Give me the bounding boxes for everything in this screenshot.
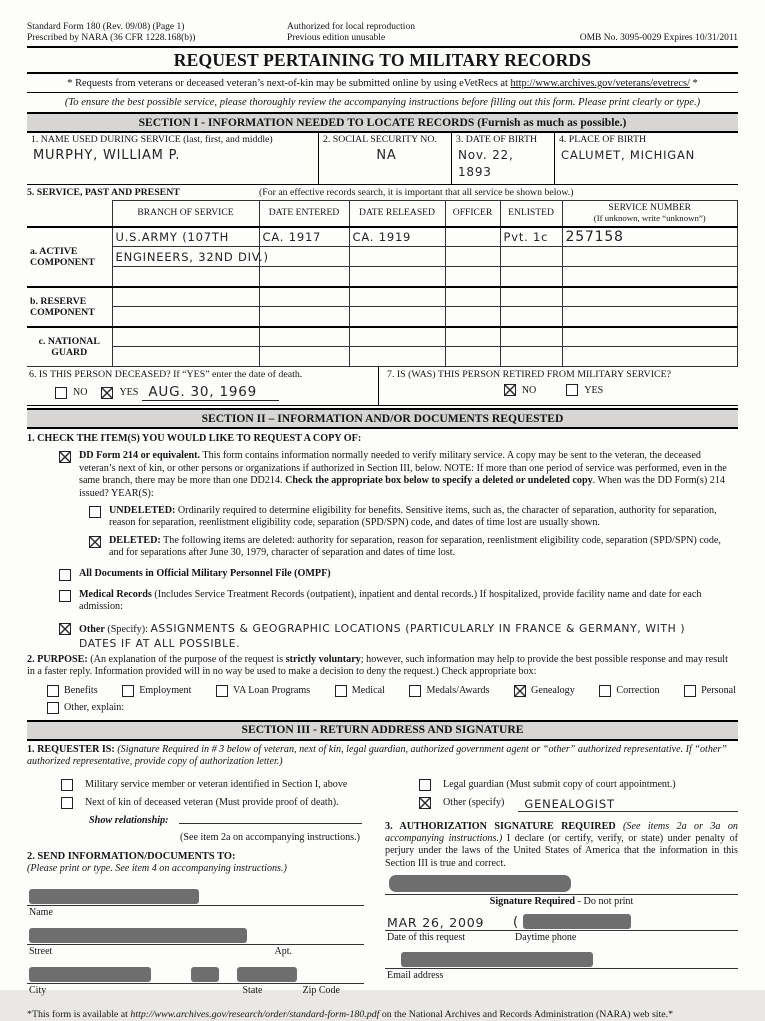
other-option: [27, 622, 738, 649]
table-cell[interactable]: [259, 267, 349, 287]
table-cell[interactable]: [259, 307, 349, 327]
form-title: REQUEST PERTAINING TO MILITARY RECORDS: [173, 50, 592, 70]
other-explain-option[interactable]: [47, 702, 738, 714]
table-cell[interactable]: [259, 227, 349, 247]
col-header-date-released: DATE RELEASED: [349, 200, 445, 227]
table-cell[interactable]: [445, 267, 500, 287]
table-cell[interactable]: [562, 307, 738, 327]
requester-military-checkbox[interactable]: [61, 779, 73, 791]
signature-label: [385, 895, 738, 907]
dob-field[interactable]: [452, 133, 555, 184]
table-row: [27, 307, 738, 327]
table-cell[interactable]: [112, 227, 259, 247]
medals-checkbox[interactable]: [409, 685, 421, 697]
benefits-checkbox[interactable]: [47, 685, 59, 697]
show-relationship-row: [89, 815, 364, 826]
ssn-field-label: 2. SOCIAL SECURITY NO.: [323, 134, 437, 145]
footer-text-end: on the National Archives and Records Administration (NARA) web site.*: [379, 1009, 674, 1021]
section2-header-bar: SECTION II – INFORMATION AND/OR DOCUMENTS REQUESTED: [27, 408, 738, 429]
daytime-phone-label: Daytime phone: [515, 932, 577, 944]
ssn-field-value[interactable]: NA: [376, 147, 397, 163]
dob-field-value[interactable]: Nov. 22, 1893: [458, 147, 514, 179]
table-cell[interactable]: [112, 287, 259, 307]
dd214-option: [27, 450, 738, 500]
pob-field[interactable]: [555, 133, 738, 184]
undeleted-text: Ordinarily required to determine eligibility for benefits. Sensitive items, such as, the character of separation, authority for separation, reason for separation, reenlistment eligibility code, separation (SPD/SPN) code, and dates of time lost are usually shown.: [109, 505, 717, 529]
authorization-label: 3. AUTHORIZATION SIGNATURE REQUIRED: [385, 820, 616, 832]
requester-military-option[interactable]: [27, 779, 364, 792]
send-to-label: 2. SEND INFORMATION/DOCUMENTS TO:: [27, 851, 236, 863]
undeleted-option: [27, 505, 738, 530]
street-label: Street: [29, 946, 53, 958]
table-cell[interactable]: [349, 347, 445, 367]
evetrecs-text: * Requests from veterans or deceased veteran’s next-of-kin may be submitted online by using eVetRecs at: [67, 78, 511, 89]
purpose-text-end: ; however, such information may help to provide the best possible response and may result in a faster reply. Information provided will in no way be used to make a decision to deny the request.) Check appropriate box:: [27, 653, 728, 678]
section3-header-bar: SECTION III - RETURN ADDRESS AND SIGNATURE: [27, 720, 738, 741]
service-heading-row: [27, 185, 738, 200]
undeleted-label: UNDELETED:: [109, 505, 176, 517]
city-label: City: [29, 985, 47, 997]
retired-yes-checkbox[interactable]: [566, 384, 578, 396]
deleted-checkbox[interactable]: [89, 536, 101, 548]
name-label: [27, 906, 364, 919]
dob-field-label: 3. DATE OF BIRTH: [456, 134, 538, 145]
header-meta: [27, 22, 738, 44]
table-cell[interactable]: [500, 327, 562, 347]
requester-is-paragraph: [27, 744, 738, 768]
service-number-header-line2: (If unknown, write “unknown”): [593, 213, 706, 223]
instructions-note: (To ensure the best possible service, please thoroughly review the accompanying instructions before filling out this form. Please print clearly or type.): [64, 97, 701, 108]
purpose-option-va-loan[interactable]: [216, 685, 310, 697]
divider: [27, 46, 738, 48]
group-label-national-guard: c. NATIONAL GUARD: [27, 327, 112, 367]
employment-checkbox[interactable]: [122, 685, 134, 697]
personal-checkbox[interactable]: [684, 685, 696, 697]
correction-checkbox[interactable]: [599, 685, 611, 697]
table-cell[interactable]: [259, 247, 349, 267]
requester-other-value[interactable]: GENEALOGIST: [518, 797, 738, 812]
other-explain-checkbox[interactable]: [47, 702, 59, 714]
col-header-date-entered: DATE ENTERED: [259, 200, 349, 227]
table-cell[interactable]: [112, 307, 259, 327]
medical-records-label: Medical Records: [79, 588, 152, 600]
table-cell[interactable]: [112, 347, 259, 367]
table-row: [27, 327, 738, 347]
table-cell[interactable]: [562, 267, 738, 287]
cell-value: CA. 1919: [352, 229, 412, 244]
table-cell[interactable]: [500, 247, 562, 267]
purpose-options-row: [27, 685, 738, 697]
col-header-officer: OFFICER: [445, 200, 500, 227]
deleted-label: DELETED:: [109, 534, 161, 546]
deceased-yes-label: YES: [119, 387, 139, 398]
signature-do-not-print: - Do not print: [575, 896, 634, 908]
option-label: Personal: [701, 685, 736, 697]
form-id-line1: Standard Form 180 (Rev. 09/08) (Page 1): [27, 22, 185, 32]
service-heading: 5. SERVICE, PAST AND PRESENT: [27, 186, 180, 198]
ompf-checkbox[interactable]: [59, 569, 71, 581]
table-cell[interactable]: [500, 227, 562, 247]
name-field-label: 1. NAME USED DURING SERVICE (last, first, and middle): [31, 134, 273, 145]
col-header-branch: BRANCH OF SERVICE: [112, 200, 259, 227]
medical-records-option: [27, 589, 738, 614]
requester-nok-checkbox[interactable]: [61, 797, 73, 809]
deceased-yes-checkbox[interactable]: [101, 387, 113, 399]
other-explain-label: Other, explain:: [64, 702, 125, 714]
medical-records-text: (Includes Service Treatment Records (outpatient), inpatient and dental records.) If hospitalized, provide facility name and date for each admission:: [79, 588, 702, 613]
date-of-death-value[interactable]: AUG. 30, 1969: [142, 384, 279, 401]
table-cell[interactable]: [500, 267, 562, 287]
section3-left-column: [27, 774, 364, 997]
section3-right-column: [385, 774, 738, 997]
evetrecs-note: [27, 76, 738, 92]
service-number-header-line1: SERVICE NUMBER: [608, 201, 692, 213]
requester-military-label: Military service member or veteran identified in Section I, above: [85, 779, 348, 791]
table-cell[interactable]: [445, 247, 500, 267]
ompf-label: All Documents in Official Military Personnel File (OMPF): [79, 567, 331, 579]
requester-is-label: 1. REQUESTER IS:: [27, 743, 115, 755]
table-cell[interactable]: [349, 287, 445, 307]
email-label-row: [385, 969, 738, 982]
pob-field-label: 4. PLACE OF BIRTH: [559, 134, 647, 145]
repro-line2: Previous edition unusable: [287, 33, 386, 43]
table-cell[interactable]: [445, 227, 500, 247]
dd214-bold-note: Check the appropriate box below to specify a deleted or undeleted copy: [285, 475, 593, 487]
requester-is-note: (Signature Required in # 3 below of veteran, next of kin, legal guardian, authorized government agent or “other” authorized representative. If “other” authorized representative, provide copy of authorization letter.): [27, 743, 727, 767]
deceased-no-checkbox[interactable]: [55, 387, 67, 399]
purpose-paragraph: [27, 654, 738, 679]
name-field-value[interactable]: MURPHY, WILLIAM P.: [33, 147, 181, 163]
cell-value: CA. 1917: [262, 229, 322, 244]
service-heading-note: (For an effective records search, it is important that all service be shown below.): [259, 186, 574, 198]
email-label: Email address: [387, 970, 444, 982]
requester-nok-option[interactable]: [27, 797, 364, 810]
requester-nok-note: (Must provide proof of death).: [213, 796, 339, 808]
show-relationship-label: Show relationship:: [89, 815, 169, 827]
purpose-text: (An explanation of the purpose of the request is: [87, 653, 286, 665]
section3-columns: [27, 774, 738, 997]
purpose-bold: strictly voluntary: [285, 653, 361, 665]
footer-url[interactable]: http://www.archives.gov/research/order/standard-form-180.pdf: [130, 1009, 380, 1021]
footer-text: *This form is available at: [27, 1009, 131, 1021]
option-label: Benefits: [64, 685, 98, 697]
authorization-paragraph: [385, 821, 738, 871]
purpose-option-correction[interactable]: [599, 685, 659, 697]
option-label: VA Loan Programs: [232, 685, 311, 697]
dd214-text-end: . When was the DD Form(s) 214 issued? YEAR(S):: [79, 475, 725, 499]
table-cell[interactable]: [349, 307, 445, 327]
requester-other-option[interactable]: [385, 797, 738, 812]
table-cell[interactable]: [445, 287, 500, 307]
table-cell[interactable]: [500, 347, 562, 367]
redacted-phone-value: [523, 914, 631, 929]
date-of-request-label: Date of this request: [387, 932, 466, 944]
cell-value: Pvt. 1c: [503, 229, 549, 244]
deceased-retired-row: [27, 367, 738, 406]
requester-guardian-option[interactable]: [385, 779, 738, 792]
table-row: [27, 287, 738, 307]
dd214-text: This form contains information normally needed to verify military service. A copy may be sent to the veteran, the deceased veteran’s next of kin, or other persons or organizations if authorized in Section III, below. NOTE: If more than one period of service was performed, even in the same branch, there may be more than one DD214.: [79, 450, 727, 487]
request-date-value[interactable]: MAR 26, 2009: [387, 915, 485, 931]
medical-records-checkbox[interactable]: [59, 590, 71, 602]
table-cell[interactable]: [112, 327, 259, 347]
table-cell[interactable]: [562, 227, 738, 247]
question-deceased: [27, 367, 379, 405]
table-cell[interactable]: [500, 307, 562, 327]
purpose-option-genealogy[interactable]: [514, 685, 575, 697]
pob-field-value[interactable]: CALUMET, MICHIGAN: [561, 147, 696, 162]
purpose-label: 2. PURPOSE:: [27, 653, 88, 665]
ompf-option: [27, 568, 738, 581]
option-label: Correction: [616, 685, 660, 697]
col-header-enlisted: ENLISTED: [500, 200, 562, 227]
table-row: [27, 267, 738, 287]
table-cell[interactable]: [349, 247, 445, 267]
relationship-write-in-line[interactable]: [179, 815, 362, 824]
cell-value: 257158: [565, 228, 624, 245]
state-label: State: [242, 985, 263, 997]
name-field[interactable]: [27, 133, 319, 184]
table-cell[interactable]: [112, 267, 259, 287]
other-checkbox[interactable]: [59, 623, 71, 635]
col-header-service-number: [562, 200, 738, 227]
service-table: [27, 200, 738, 368]
name-label-text: Name: [29, 907, 53, 919]
redacted-zip-value: [237, 967, 297, 982]
requester-guardian-label: Legal guardian (Must submit copy of court appointment.): [443, 779, 676, 791]
phone-open-paren: (: [513, 915, 519, 931]
table-cell[interactable]: [349, 327, 445, 347]
repro-line1: Authorized for local reproduction: [287, 22, 415, 32]
authorization-note: (See items 2a or 3a on accompanying instructions.): [385, 820, 738, 844]
table-cell[interactable]: [445, 307, 500, 327]
deleted-text: The following items are deleted: authority for separation, reason for separation, reenlistment eligibility code, separation (SPD/SPN) code, and for separations after June 30, 1979, character of separation and dates of time lost.: [109, 534, 721, 559]
purpose-option-benefits[interactable]: [47, 685, 98, 697]
send-to-note: (Please print or type. See item 4 on accompanying instructions.): [27, 863, 287, 875]
other-label-suffix: (Specify):: [104, 624, 148, 636]
table-cell[interactable]: [349, 227, 445, 247]
genealogy-checkbox[interactable]: [514, 685, 526, 697]
purpose-option-medical[interactable]: [335, 685, 385, 697]
table-row: [27, 247, 738, 267]
redacted-state-value: [191, 967, 219, 982]
deleted-option: [27, 535, 738, 560]
va-loan-checkbox[interactable]: [216, 685, 228, 697]
purpose-option-employment[interactable]: [122, 685, 191, 697]
group-label-active: a. ACTIVE COMPONENT: [27, 227, 112, 287]
zip-label: Zip Code: [302, 985, 340, 997]
question-deceased-label: 6. IS THIS PERSON DECEASED? If “YES” enter the date of death.: [29, 369, 303, 380]
table-cell[interactable]: [259, 287, 349, 307]
group-label-reserve: b. RESERVE COMPONENT: [27, 287, 112, 327]
redacted-email-value: [401, 952, 593, 967]
evetrecs-link[interactable]: http://www.archives.gov/veterans/evetrecs/: [510, 78, 690, 89]
table-cell[interactable]: [259, 347, 349, 367]
table-cell[interactable]: [445, 347, 500, 367]
other-specify-value-line2[interactable]: DATES IF AT ALL POSSIBLE.: [79, 636, 241, 650]
table-cell[interactable]: [500, 287, 562, 307]
redacted-name-value: [29, 889, 199, 904]
other-specify-value-line1[interactable]: ASSIGNMENTS & GEOGRAPHIC LOCATIONS (PARTICULARLY IN FRANCE & GERMANY, WITH ): [150, 622, 686, 636]
date-phone-labels: [385, 931, 738, 944]
table-cell[interactable]: [112, 247, 269, 267]
identity-fields-row: [27, 133, 738, 185]
retired-no-label: NO: [521, 384, 537, 396]
option-label: Medical: [351, 685, 385, 697]
date-phone-row: [385, 914, 738, 930]
redacted-signature: [389, 875, 571, 892]
table-cell[interactable]: [259, 327, 349, 347]
redacted-street-value: [29, 928, 247, 943]
dd214-checkbox[interactable]: [59, 451, 71, 463]
retired-yes-label: YES: [584, 384, 604, 396]
form-id-line2: Prescribed by NARA (36 CFR 1228.168(b)): [27, 33, 196, 43]
medical-checkbox[interactable]: [335, 685, 347, 697]
table-cell[interactable]: [562, 287, 738, 307]
table-cell[interactable]: [349, 267, 445, 287]
see-item-2a-note: (See item 2a on accompanying instructions.): [180, 832, 360, 844]
undeleted-checkbox[interactable]: [89, 506, 101, 518]
requester-other-label: Other (specify): [443, 796, 505, 808]
option-label: Genealogy: [531, 685, 575, 697]
option-label: Medals/Awards: [426, 685, 490, 697]
table-row: [27, 227, 738, 247]
apt-label: Apt.: [274, 946, 292, 958]
city-state-zip-labels: [27, 984, 364, 997]
street-apt-labels: [27, 945, 364, 958]
section2-q1-label: 1. CHECK THE ITEM(S) YOU WOULD LIKE TO REQUEST A COPY OF:: [27, 433, 362, 444]
retired-no-checkbox[interactable]: [504, 384, 516, 396]
purpose-option-personal[interactable]: [684, 685, 736, 697]
question-retired: [379, 367, 738, 405]
redacted-city-value: [29, 967, 151, 982]
requester-guardian-checkbox[interactable]: [419, 779, 431, 791]
option-label: Employment: [139, 685, 192, 697]
cell-value: U.S.ARMY (107TH: [115, 229, 230, 244]
authorization-text: I declare (or certify, verify, or state) under penalty of perjury under the laws of the United States of America that the information in this Section III is true and correct.: [385, 833, 738, 869]
section1-header-bar: SECTION I - INFORMATION NEEDED TO LOCATE RECORDS (Furnish as much as possible.): [27, 112, 738, 133]
requester-nok-label: Next of kin of deceased veteran: [85, 796, 214, 808]
footer-note: [27, 1009, 738, 1021]
signature-required-label: Signature Required: [489, 896, 576, 908]
table-row: [27, 347, 738, 367]
evetrecs-text-end: *: [689, 78, 698, 89]
purpose-option-medals[interactable]: [409, 685, 489, 697]
requester-other-checkbox[interactable]: [419, 797, 431, 809]
question-retired-label: 7. IS (WAS) THIS PERSON RETIRED FROM MILITARY SERVICE?: [387, 369, 671, 380]
table-cell[interactable]: [562, 347, 738, 367]
table-cell[interactable]: [445, 327, 500, 347]
table-cell[interactable]: [562, 327, 738, 347]
table-cell[interactable]: [562, 247, 738, 267]
dd214-label: DD Form 214 or equivalent.: [79, 450, 201, 462]
redacted-city-state-zip: [29, 967, 364, 982]
deceased-no-label: NO: [73, 387, 88, 398]
cell-value: ENGINEERS, 32ND DIV.): [115, 249, 269, 264]
divider: [27, 72, 738, 74]
omb-number: OMB No. 3095-0029 Expires 10/31/2011: [579, 33, 738, 43]
other-label: Other: [79, 624, 105, 636]
ssn-field[interactable]: [319, 133, 452, 184]
